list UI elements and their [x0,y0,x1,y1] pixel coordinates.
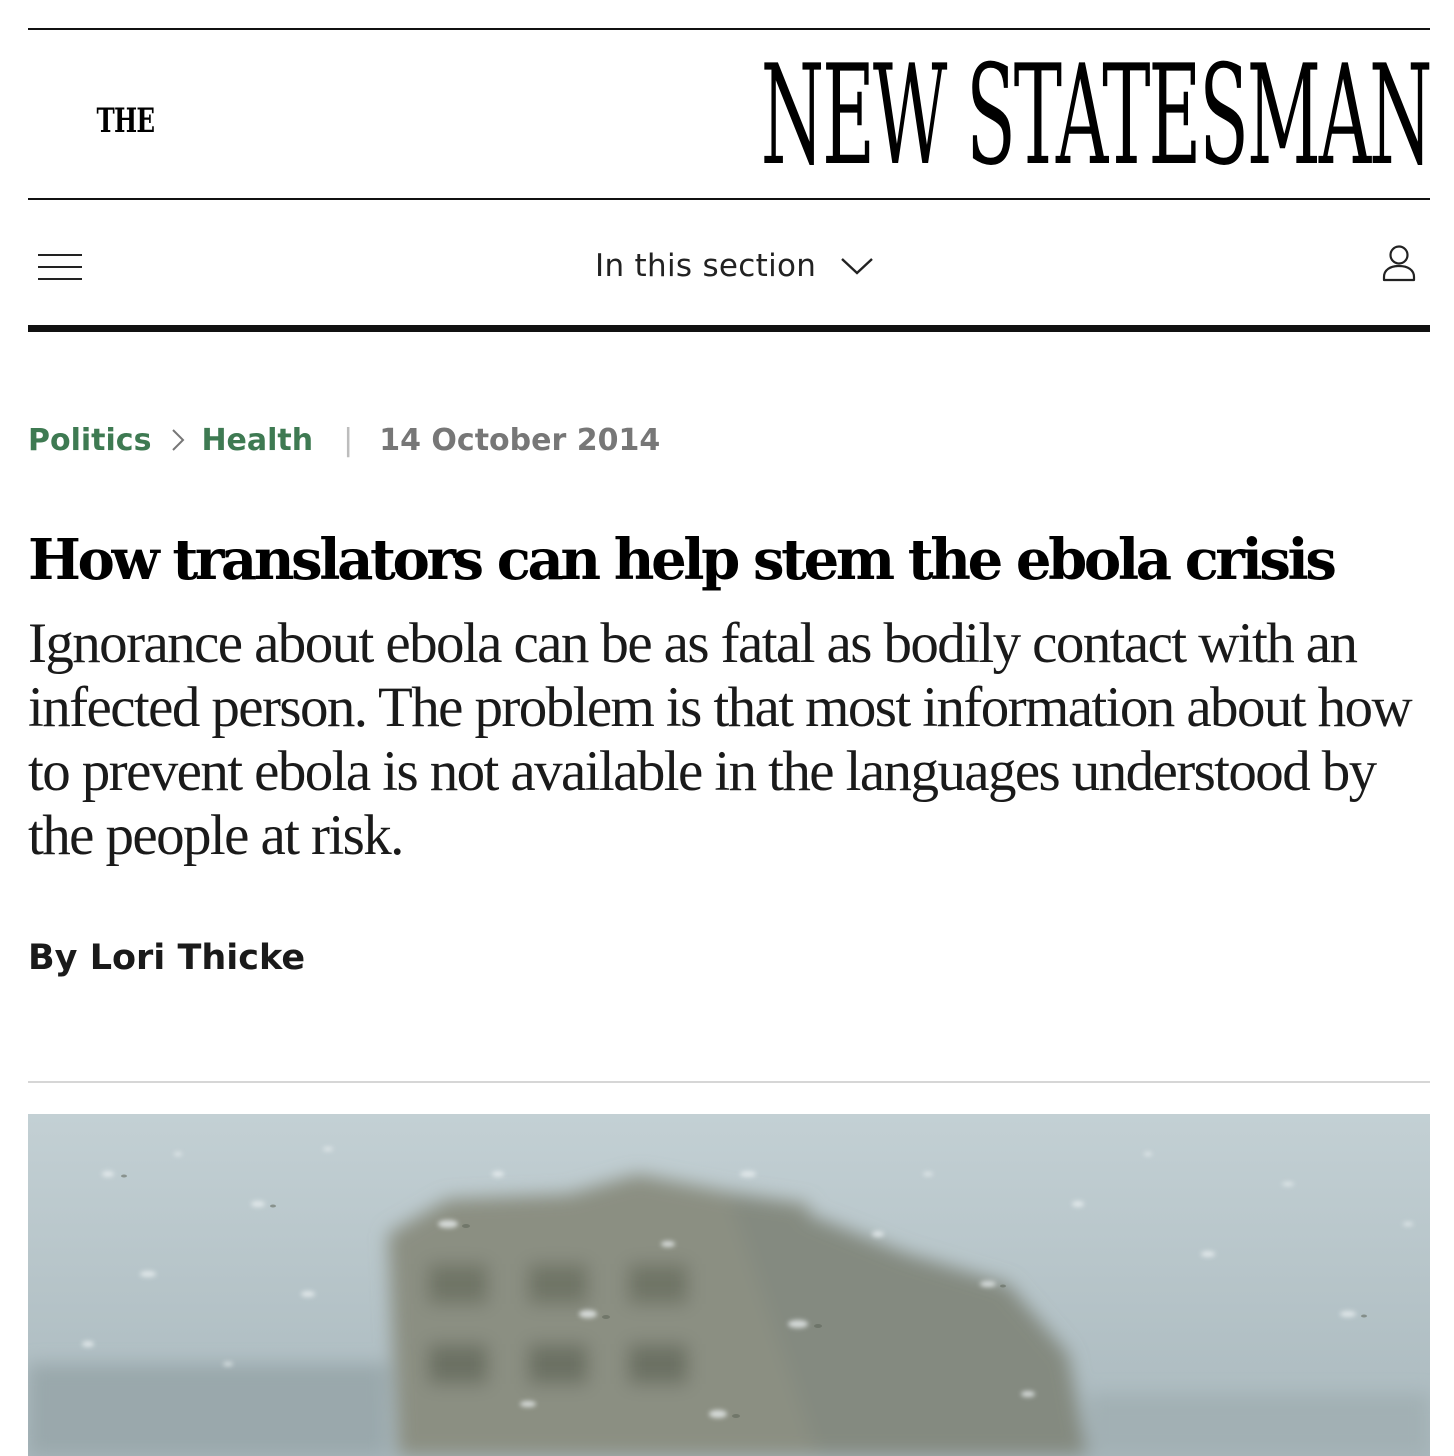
article-title: How translators can help stem the ebola crisis [28,527,1334,593]
logo-prefix: THE [96,101,155,141]
breadcrumb-item-politics[interactable]: Politics [28,422,152,458]
section-dropdown-label: In this section [595,248,817,284]
user-icon[interactable] [1382,244,1416,282]
hamburger-menu-icon[interactable] [38,254,82,280]
section-divider [28,1081,1430,1083]
in-this-section-dropdown[interactable] [595,244,874,288]
rain-window-photo [28,1114,1430,1456]
breadcrumb [28,418,660,462]
author-link[interactable]: Lori Thicke [89,938,306,978]
masthead [28,28,1430,200]
section-nav-bar [28,200,1430,332]
byline-prefix: By [28,938,78,978]
article-standfirst: Ignorance about ebola can be as fatal as bodily contact with an infected person. The problem is that most information about how to prevent ebola is not available in the languages understood by the people at risk. [28,612,1412,867]
breadcrumb-item-health[interactable]: Health [201,422,314,458]
hero-image [28,1114,1430,1456]
publish-date: 14 October 2014 [379,422,661,458]
logo-name: NEW STATESMAN [760,34,1430,196]
byline [28,938,305,978]
breadcrumb-divider: | [343,422,354,458]
chevron-down-icon [840,256,874,276]
chevron-right-icon [169,427,187,453]
